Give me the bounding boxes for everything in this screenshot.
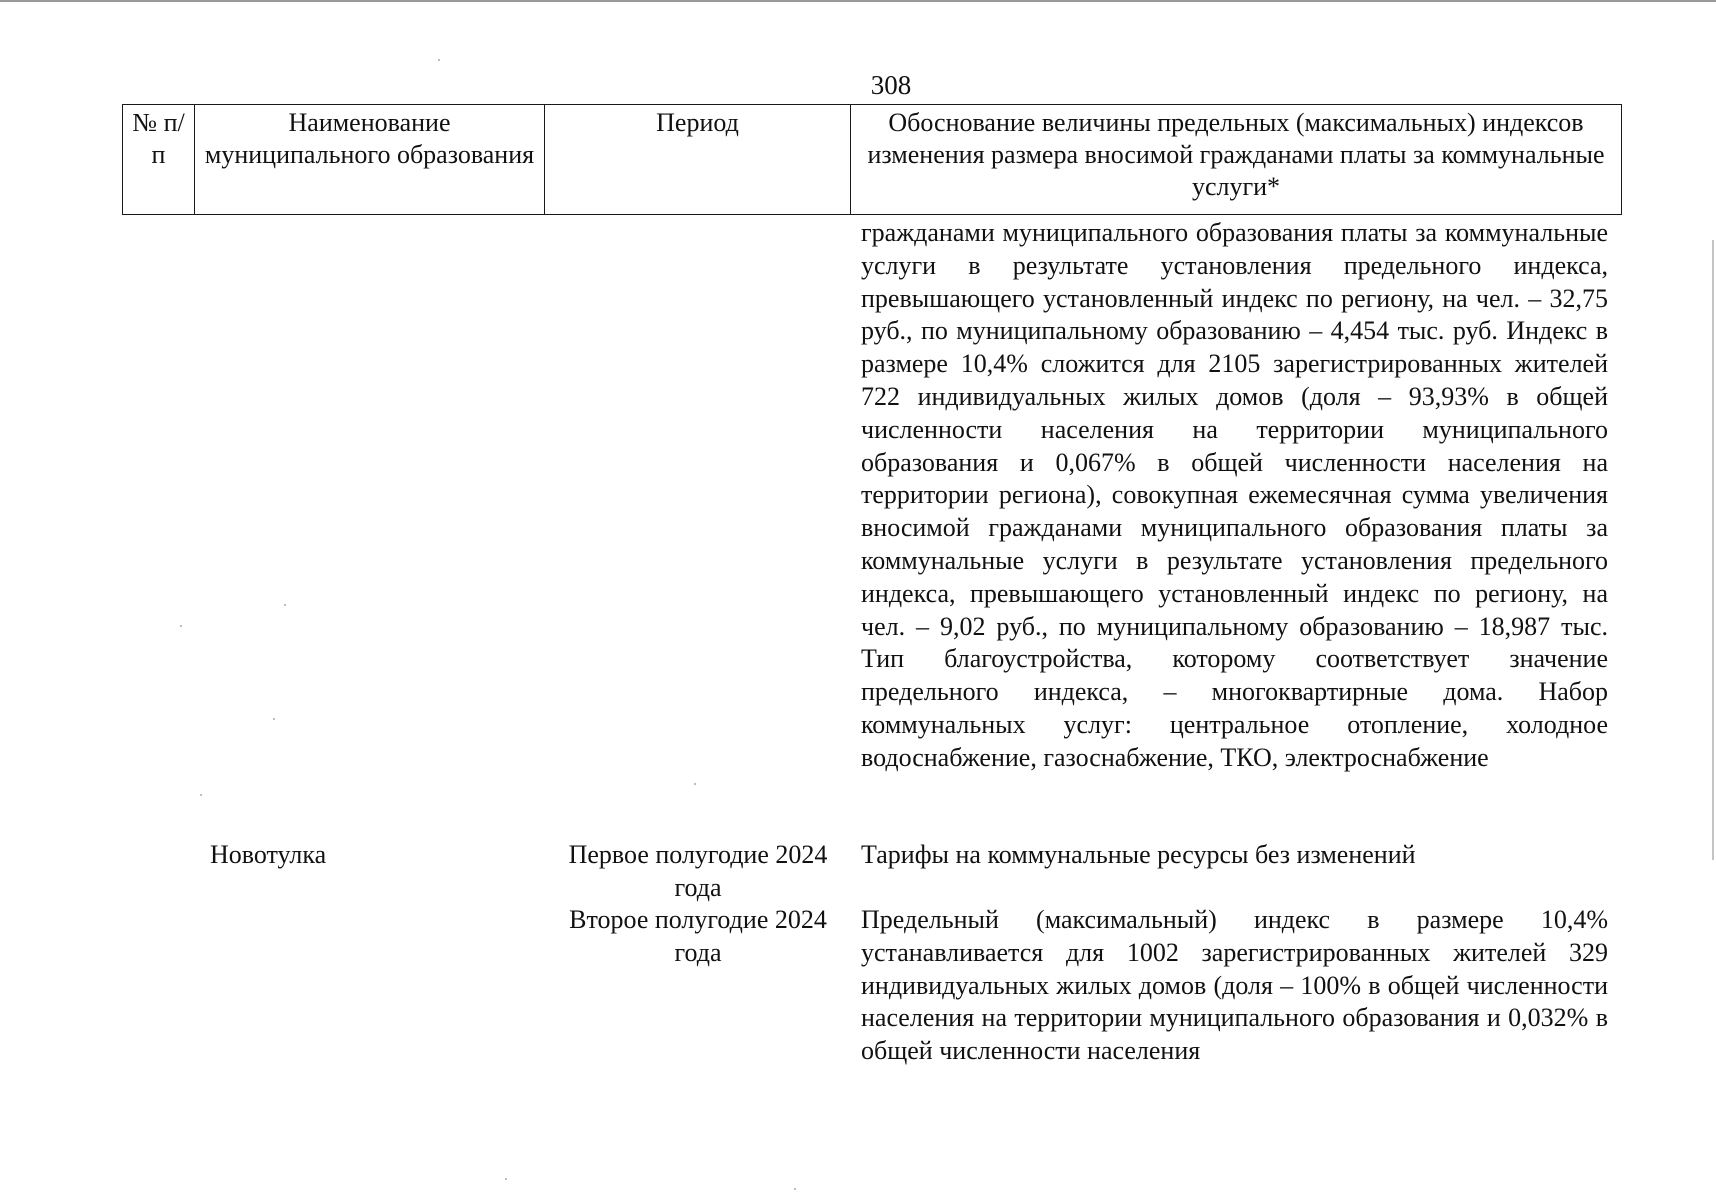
page-number: 308 xyxy=(870,70,912,100)
justification-continuation: гражданами муниципального образования платы за коммунальные услуги в результате установления предельного индекса, превышающего установленный индекс по региону, на чел. – 32,75 руб., по муниципальному образованию – 4,454 тыс. руб. Индекс в размере 10,4% сложится для 2105 зарегистрированных жителей 722 индивидуальных жилых домов (доля – 93,93% в общей численности населения на территории муниципального образования и 0,067% в общей численности населения на территории региона), совокупная ежемесячная сумма увеличения вносимой гражданами муниципального образования платы за коммунальные услуги в результате установления предельного индекса, превышающего установленный индекс по региону, на чел. – 9,02 руб., по муниципальному образованию – 18,987 тыс. Тип благоустройства, которому соответствует значение предельного индекса, – многоквартирные дома. Набор коммунальных услуг: центральное отопление, холодное водоснабжение, газоснабжение, ТКО, электроснабжение xyxy=(861,218,1608,772)
scan-speck xyxy=(794,1188,796,1190)
header-municipality: Наименование муниципального образования xyxy=(195,105,545,215)
period-first-half: Первое полугодие 2024 года xyxy=(568,840,828,902)
header-row xyxy=(123,105,1622,215)
scan-right-edge xyxy=(1712,240,1714,860)
header-number: № п/п xyxy=(123,105,195,215)
header-period: Период xyxy=(545,105,851,215)
scan-speck xyxy=(180,625,182,627)
municipality-name: Новотулка xyxy=(210,840,327,869)
scan-speck xyxy=(200,794,202,796)
scan-speck xyxy=(284,604,286,606)
scan-top-border xyxy=(0,0,1716,2)
table-header xyxy=(122,104,1622,215)
period-second-half: Второе полугодие 2024 года xyxy=(569,905,827,967)
scan-speck xyxy=(505,1178,507,1180)
scan-speck xyxy=(438,59,440,61)
scan-speck xyxy=(694,783,696,785)
header-justification: Обоснование величины предельных (максимальных) индексов изменения размера вносимой гражданами платы за коммунальные услуги* xyxy=(851,105,1622,215)
scan-speck xyxy=(273,718,275,720)
justification-second-half: Предельный (максимальный) индекс в размере 10,4% устанавливается для 1002 зарегистрированных жителей 329 индивидуальных жилых домов (доля – 100% в общей численности населения на территории муниципального образования и 0,032% в общей численности населения xyxy=(861,905,1608,1066)
justification-first-half: Тарифы на коммунальные ресурсы без изменений xyxy=(861,840,1416,869)
